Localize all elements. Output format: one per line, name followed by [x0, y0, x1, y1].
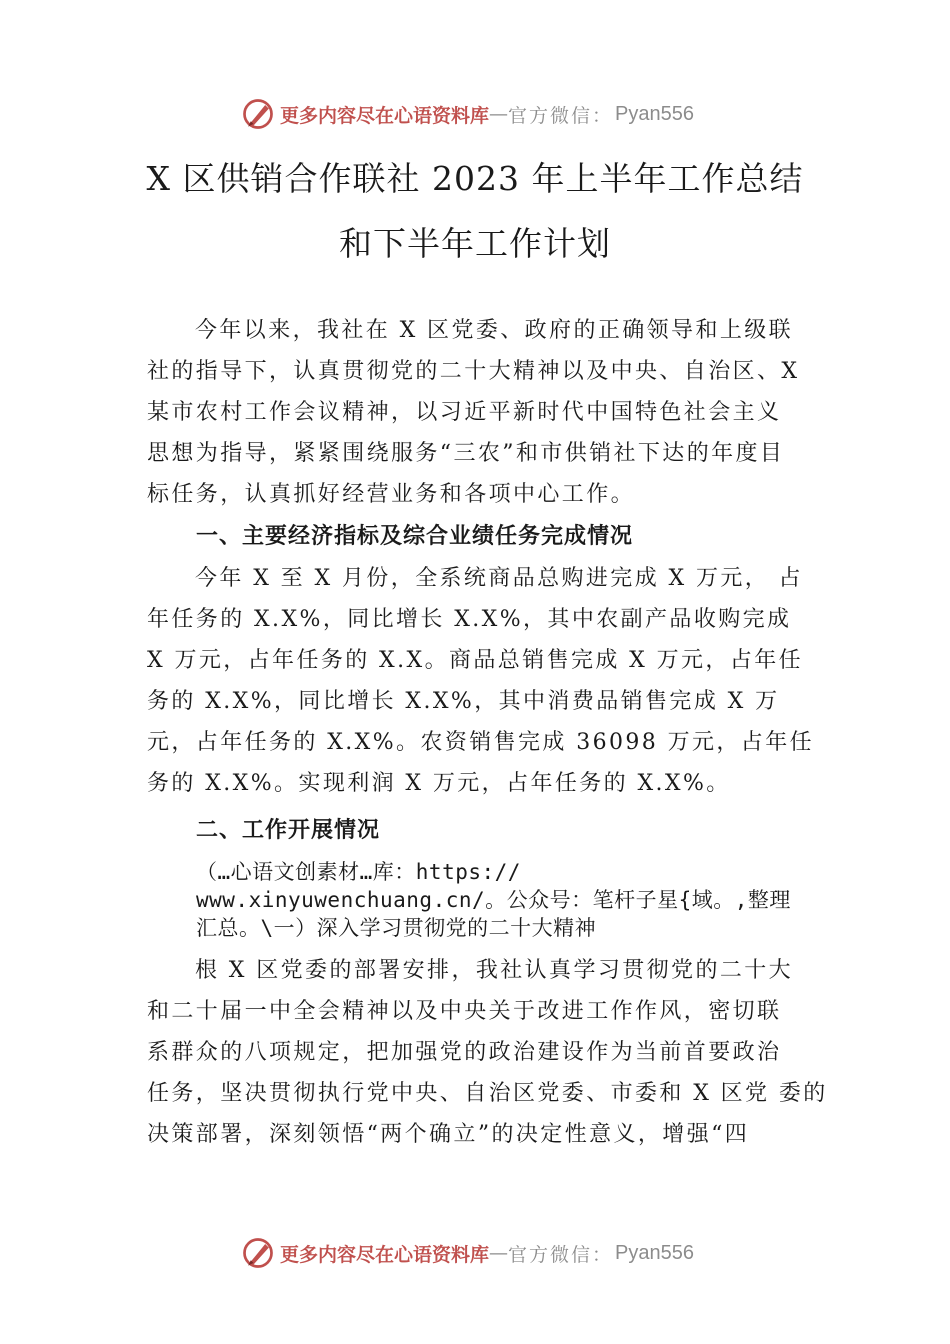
paragraph-line: 系群众的八项规定，把加强党的政治建设作为当前首要政治	[147, 1040, 782, 1065]
intro-paragraph	[147, 310, 807, 515]
paragraph-line: 务的 X.X%。实现利润 X 万元，占年任务的 X.X%。	[147, 771, 731, 796]
pen-seal-icon	[240, 96, 276, 132]
paragraph-line: 元，占年任务的 X.X%。农资销售完成 36098 万元，占年任	[147, 730, 814, 755]
watermark-text: 更多内容尽在心语资料库	[280, 1243, 490, 1266]
paragraph-line: 今年以来，我社在 X 区党委、政府的正确领导和上级联	[195, 318, 794, 343]
watermark-text: 更多内容尽在心语资料库	[280, 104, 490, 127]
watermark-top	[240, 96, 694, 132]
section-2-paragraph	[147, 950, 828, 1155]
paragraph-line: 和二十届一中全会精神以及中央关于改进工作作风，密切联	[147, 999, 782, 1024]
paragraph-line: 思想为指导，紧紧围绕服务“三农”和市供销社下达的年度目	[147, 441, 785, 466]
paragraph-line: 决策部署，深刻领悟“两个确立”的决定性意义，增强“四	[147, 1122, 750, 1147]
document-title-line-1: X 区供销合作联社 2023 年上半年工作总结	[146, 159, 804, 198]
watermark-label: 官方微信：	[508, 1243, 614, 1266]
section-1-paragraph	[147, 558, 814, 804]
document-title-line-2: 和下半年工作计划	[339, 224, 611, 263]
section-2-heading: 二、工作开展情况	[196, 818, 381, 843]
watermark-id: Pyan556	[615, 102, 694, 125]
paragraph-line: X 万元，占年任务的 X.X。商品总销售完成 X 万元，占年任	[147, 648, 804, 673]
paragraph-line: 某市农村工作会议精神，以习近平新时代中国特色社会主义	[147, 400, 782, 425]
pen-seal-icon	[240, 1235, 276, 1271]
section-1-heading: 一、主要经济指标及综合业绩任务完成情况	[196, 524, 634, 549]
watermark-dash: —	[489, 103, 509, 125]
source-note-line: www.xinyuwenchuang.cn/。公众号：笔杆子星{域。,整理	[196, 888, 791, 912]
watermark-dash: —	[489, 1242, 509, 1264]
watermark-bottom	[240, 1235, 694, 1271]
watermark-id: Pyan556	[615, 1241, 694, 1264]
paragraph-line: 根 X 区党委的部署安排，我社认真学习贯彻党的二十大	[195, 958, 794, 983]
paragraph-line: 标任务，认真抓好经营业务和各项中心工作。	[147, 482, 636, 507]
paragraph-line: 今年 X 至 X 月份，全系统商品总购进完成 X 万元， 占	[195, 566, 803, 591]
paragraph-line: 任务，坚决贯彻执行党中央、自治区党委、市委和 X 区党 委的	[147, 1081, 828, 1106]
watermark-label: 官方微信：	[508, 104, 614, 127]
paragraph-line: 社的指导下，认真贯彻党的二十大精神以及中央、自治区、X	[147, 359, 800, 384]
source-note-line: 汇总。\一）深入学习贯彻党的二十大精神	[196, 916, 597, 940]
source-note	[196, 858, 836, 942]
source-note-line: （…心语文创素材…库：https://	[196, 860, 521, 884]
paragraph-line: 务的 X.X%，同比增长 X.X%，其中消费品销售完成 X 万	[147, 689, 780, 714]
paragraph-line: 年任务的 X.X%，同比增长 X.X%，其中农副产品收购完成	[147, 607, 792, 632]
